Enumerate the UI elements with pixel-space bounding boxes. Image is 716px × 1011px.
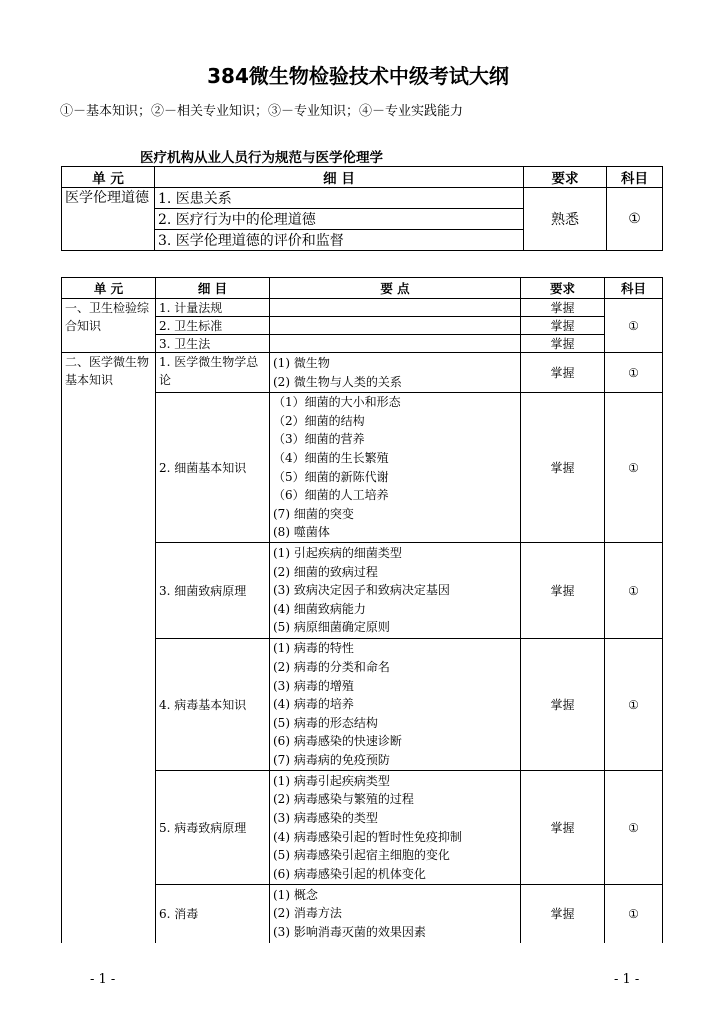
- point-text: (6) 病毒感染引起的机体变化: [273, 866, 426, 881]
- points-cell: [270, 353, 521, 393]
- item-cell: 3. 医学伦理道德的评价和监督: [155, 230, 524, 251]
- point-text: (5) 病毒感染引起宿主细胞的变化: [273, 848, 450, 863]
- page-number-left: - 1 -: [90, 972, 116, 987]
- requirement-cell: 掌握: [521, 639, 605, 771]
- header-points: 要 点: [270, 278, 521, 299]
- header-requirement: 要求: [521, 278, 605, 299]
- points-cell: [270, 393, 521, 543]
- requirement-cell: 掌握: [521, 335, 605, 353]
- subject-legend: ①－基本知识；②－相关专业知识；③－专业知识；④－专业实践能力: [60, 104, 464, 119]
- unit-cell: 一、卫生检验综合知识: [62, 299, 156, 353]
- item-cell: 1. 医学微生物学总论: [156, 353, 270, 393]
- table-row: [62, 188, 663, 209]
- subject-cell: ①: [605, 771, 663, 885]
- points-cell: [270, 543, 521, 639]
- requirement-cell: 掌握: [521, 317, 605, 335]
- point-text: (8) 噬菌体: [273, 525, 330, 540]
- page-title: 384微生物检验技术中级考试大纲: [207, 64, 509, 88]
- point-text: （6）细菌的人工培养: [273, 488, 389, 503]
- header-unit: 单 元: [62, 278, 156, 299]
- item-cell: 5. 病毒致病原理: [156, 771, 270, 885]
- requirement-cell: 掌握: [521, 299, 605, 317]
- point-text: (2) 病毒的分类和命名: [273, 660, 390, 675]
- point-text: (2) 病毒感染与繁殖的过程: [273, 792, 414, 807]
- item-cell: 2. 医疗行为中的伦理道德: [155, 209, 524, 230]
- subject-cell: ①: [605, 885, 663, 943]
- requirement-cell: 掌握: [521, 771, 605, 885]
- header-unit: 单 元: [62, 167, 155, 188]
- header-subject: 科目: [605, 278, 663, 299]
- point-text: （4）细菌的生长繁殖: [273, 450, 389, 465]
- subject-cell: ①: [605, 543, 663, 639]
- page-number-right: - 1 -: [614, 972, 640, 987]
- item-cell: 3. 细菌致病原理: [156, 543, 270, 639]
- table-header-row: [62, 167, 663, 188]
- syllabus-table: [61, 277, 663, 943]
- point-text: (1) 微生物: [273, 355, 330, 370]
- point-text: (5) 病毒的形态结构: [273, 715, 378, 730]
- points-cell: [270, 317, 521, 335]
- subject-cell: ①: [605, 353, 663, 393]
- point-text: (5) 病原细菌确定原则: [273, 620, 390, 635]
- table-header-row: [62, 278, 663, 299]
- header-requirement: 要求: [524, 167, 607, 188]
- point-text: （2）细菌的结构: [273, 413, 365, 428]
- point-text: (6) 病毒感染的快速诊断: [273, 734, 402, 749]
- subject-cell: ①: [605, 639, 663, 771]
- point-text: (1) 引起疾病的细菌类型: [273, 546, 402, 561]
- unit-cell: 医学伦理道德: [62, 188, 155, 251]
- subject-cell: ①: [605, 299, 663, 353]
- requirement-cell: 熟悉: [524, 188, 607, 251]
- point-text: (4) 细菌致病能力: [273, 601, 366, 616]
- requirement-cell: 掌握: [521, 885, 605, 943]
- header-subject: 科目: [607, 167, 663, 188]
- points-cell: [270, 885, 521, 943]
- unit-cell: 二、医学微生物基本知识: [62, 353, 156, 943]
- point-text: （5）细菌的新陈代谢: [273, 469, 389, 484]
- point-text: (4) 病毒的培养: [273, 697, 354, 712]
- point-text: (3) 致病决定因子和致病决定基因: [273, 583, 450, 598]
- item-cell: 6. 消毒: [156, 885, 270, 943]
- table-row: [62, 353, 663, 393]
- point-text: (7) 细菌的突变: [273, 506, 354, 521]
- point-text: (2) 细菌的致病过程: [273, 564, 378, 579]
- ethics-table: [61, 166, 663, 251]
- subject-cell: ①: [607, 188, 663, 251]
- point-text: （3）细菌的营养: [273, 432, 365, 447]
- point-text: (7) 病毒病的免疫预防: [273, 752, 390, 767]
- section-subtitle: 医疗机构从业人员行为规范与医学伦理学: [140, 150, 383, 166]
- point-text: (2) 消毒方法: [273, 906, 342, 921]
- item-cell: 2. 细菌基本知识: [156, 393, 270, 543]
- item-cell: 1. 计量法规: [156, 299, 270, 317]
- point-text: (4) 病毒感染引起的暂时性免疫抑制: [273, 829, 462, 844]
- point-text: (1) 病毒的特性: [273, 641, 354, 656]
- point-text: (2) 微生物与人类的关系: [273, 374, 402, 389]
- header-item: 细 目: [155, 167, 524, 188]
- point-text: (3) 病毒感染的类型: [273, 810, 378, 825]
- points-cell: [270, 335, 521, 353]
- subject-cell: ①: [605, 393, 663, 543]
- requirement-cell: 掌握: [521, 543, 605, 639]
- item-cell: 2. 卫生标准: [156, 317, 270, 335]
- point-text: (1) 病毒引起疾病类型: [273, 773, 390, 788]
- item-cell: 3. 卫生法: [156, 335, 270, 353]
- points-cell: [270, 639, 521, 771]
- point-text: (1) 概念: [273, 887, 318, 902]
- points-cell: [270, 771, 521, 885]
- point-text: (3) 影响消毒灭菌的效果因素: [273, 925, 426, 940]
- point-text: (3) 病毒的增殖: [273, 678, 354, 693]
- requirement-cell: 掌握: [521, 393, 605, 543]
- item-cell: 1. 医患关系: [155, 188, 524, 209]
- table-row: [62, 299, 663, 317]
- header-item: 细 目: [156, 278, 270, 299]
- point-text: （1）细菌的大小和形态: [273, 395, 401, 410]
- requirement-cell: 掌握: [521, 353, 605, 393]
- item-cell: 4. 病毒基本知识: [156, 639, 270, 771]
- points-cell: [270, 299, 521, 317]
